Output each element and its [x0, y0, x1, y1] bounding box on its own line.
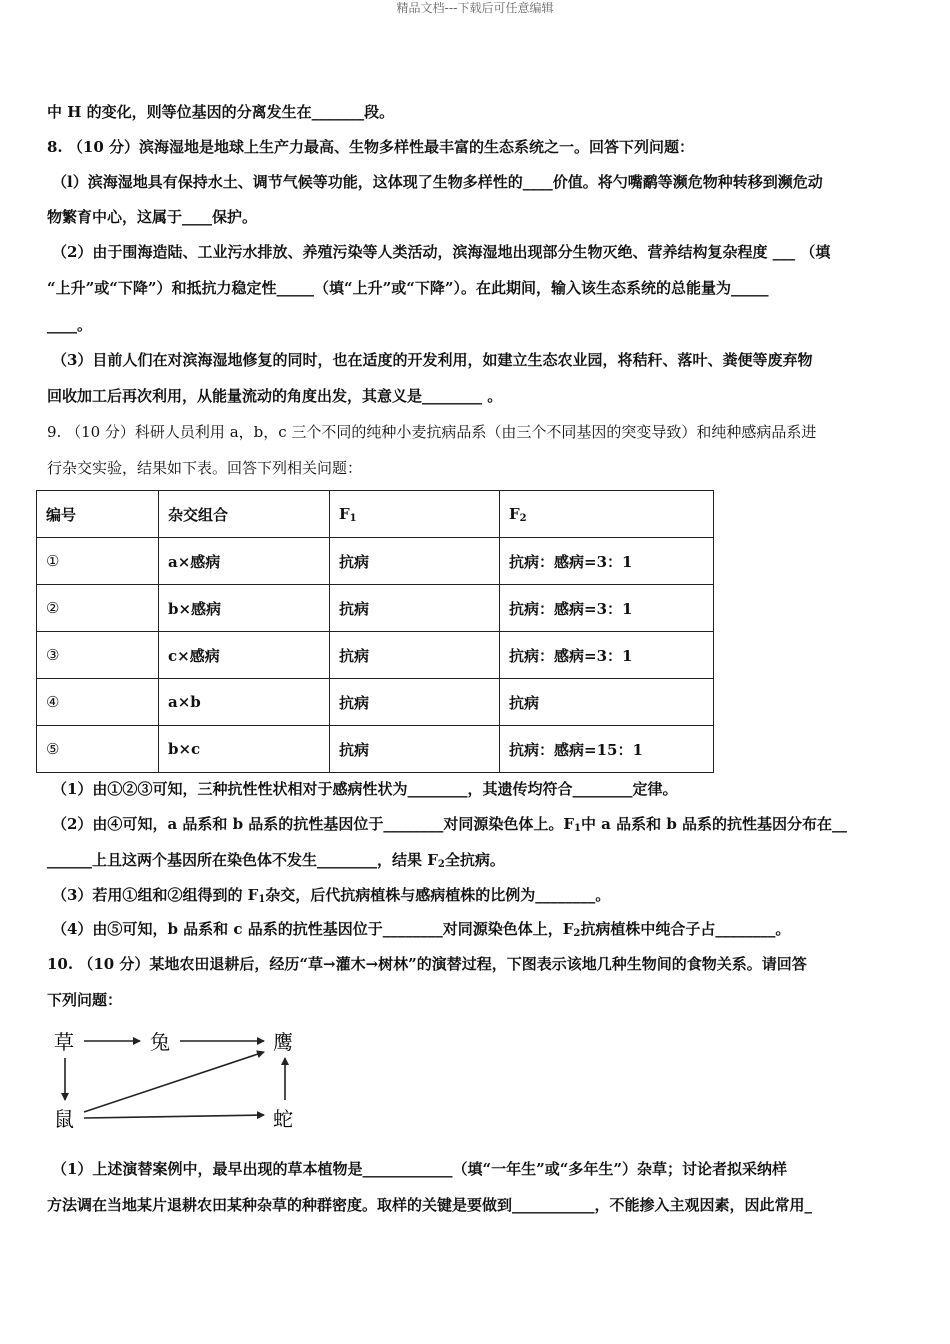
text-line: （4）由⑤可知，b 品系和 c 品系的抗性基因位于________对同源染色体上，$F_2$抗病植株中纯合子占________。 [52, 920, 791, 939]
table-row [37, 632, 714, 679]
table-cell: ① [37, 538, 159, 585]
text-line: （3）目前人们在对滨海湿地修复的同时，也在适度的开发利用，如建立生态农业园，将秸秆、落叶、粪便等废弃物 [52, 351, 813, 369]
question-10-title: 10. （10 分）某地农田退耕后，经历“草→灌木→树林”的演替过程，下图表示该地几种生物间的食物关系。请回答 [47, 955, 807, 973]
text-line: 行杂交实验，结果如下表。回答下列相关问题： [47, 459, 363, 477]
page-header: 精品文档---下载后可任意编辑 [396, 1, 554, 15]
table-cell: 抗病 [500, 679, 714, 726]
table-cell: 抗病 [330, 632, 500, 679]
question-8-title: 8. （10 分）滨海湿地是地球上生产力最高、生物多样性最丰富的生态系统之一。回答下列问题： [47, 138, 694, 156]
food-web-diagram [40, 1022, 320, 1142]
text-line: 回收加工后再次利用，从能量流动的角度出发，其意义是________ 。 [47, 387, 503, 405]
food-web-node: 草 [54, 1030, 74, 1054]
table-cell: 抗病：感病=3：1 [500, 585, 714, 632]
arrow-mouse-snake [84, 1115, 264, 1118]
text-line: 方法调在当地某片退耕农田某种杂草的种群密度。取样的关键是要做到___________，不能掺入主观因素，因此常用_ [47, 1196, 813, 1214]
table-cell: b×感病 [159, 585, 330, 632]
text-line: “上升”或“下降”）和抵抗力稳定性_____（填“上升”或“下降”）。在此期间，输入该生态系统的总能量为_____ [47, 279, 769, 297]
table-cell: a×b [159, 679, 330, 726]
question-9-title: 9. （10 分）科研人员利用 a，b，c 三个不同的纯种小麦抗病品系（由三个不同基因的突变导致）和纯种感病品系进 [47, 423, 817, 441]
food-web-node: 兔 [150, 1030, 170, 1054]
text-line: ______上且这两个基因所在染色体不发生________，结果 $F_2$全抗病。 [47, 851, 505, 870]
food-web-node: 鼠 [54, 1107, 74, 1131]
text-line: （1）上述演替案例中，最早出现的草本植物是____________（填“一年生”或“多年生”）杂草；讨论者拟采纳样 [52, 1160, 787, 1178]
text-line: （l）滨海湿地具有保持水土、调节气候等功能，这体现了生物多样性的____价值。将勺嘴鹬等濒危物种转移到濒危动 [52, 173, 823, 191]
table-cell: 抗病：感病=3：1 [500, 538, 714, 585]
arrow-mouse-hawk [84, 1052, 264, 1112]
header-cell: 杂交组合 [159, 491, 330, 538]
table-cell: 抗病 [330, 679, 500, 726]
table-cell: ② [37, 585, 159, 632]
table-cell: b×c [159, 726, 330, 773]
table-cell: ③ [37, 632, 159, 679]
food-web-node: 蛇 [273, 1107, 293, 1131]
table-cell: a×感病 [159, 538, 330, 585]
header-cell: $F_2$ [500, 491, 714, 538]
header-cell: 编号 [37, 491, 159, 538]
table-cell: 抗病：感病=15：1 [500, 726, 714, 773]
text-line: （2）由④可知，a 品系和 b 品系的抗性基因位于________对同源染色体上。$F_1$中 a 品系和 b 品系的抗性基因分布在__ [52, 815, 848, 834]
table-cell: ④ [37, 679, 159, 726]
table-row [37, 585, 714, 632]
text-line: 中 H 的变化，则等位基因的分离发生在_______段。 [47, 103, 395, 121]
text-line: 下列问题： [47, 991, 123, 1009]
table-cell: c×感病 [159, 632, 330, 679]
table-row [37, 538, 714, 585]
table-cell: 抗病 [330, 538, 500, 585]
table-cell: ⑤ [37, 726, 159, 773]
food-web-node: 鹰 [273, 1030, 293, 1054]
table-cell: 抗病 [330, 726, 500, 773]
table-row [37, 679, 714, 726]
text-line: （1）由①②③可知，三种抗性性状相对于感病性状为________，其遗传均符合________定律。 [52, 780, 678, 798]
text-line: （2）由于围海造陆、工业污水排放、养殖污染等人类活动，滨海湿地出现部分生物灭绝、营养结构复杂程度 ___ （填 [52, 243, 831, 261]
table-cell: 抗病：感病=3：1 [500, 632, 714, 679]
text-line: 物繁育中心，这属于____保护。 [47, 208, 258, 226]
text-line: ____。 [47, 316, 93, 334]
header-cell: $F_1$ [330, 491, 500, 538]
cross-results-table [36, 490, 714, 773]
table-row [37, 726, 714, 773]
table-header-row [37, 491, 714, 538]
text-line: （3）若用①组和②组得到的 $F_1$杂交，后代抗病植株与感病植株的比例为________。 [52, 886, 611, 905]
table-cell: 抗病 [330, 585, 500, 632]
